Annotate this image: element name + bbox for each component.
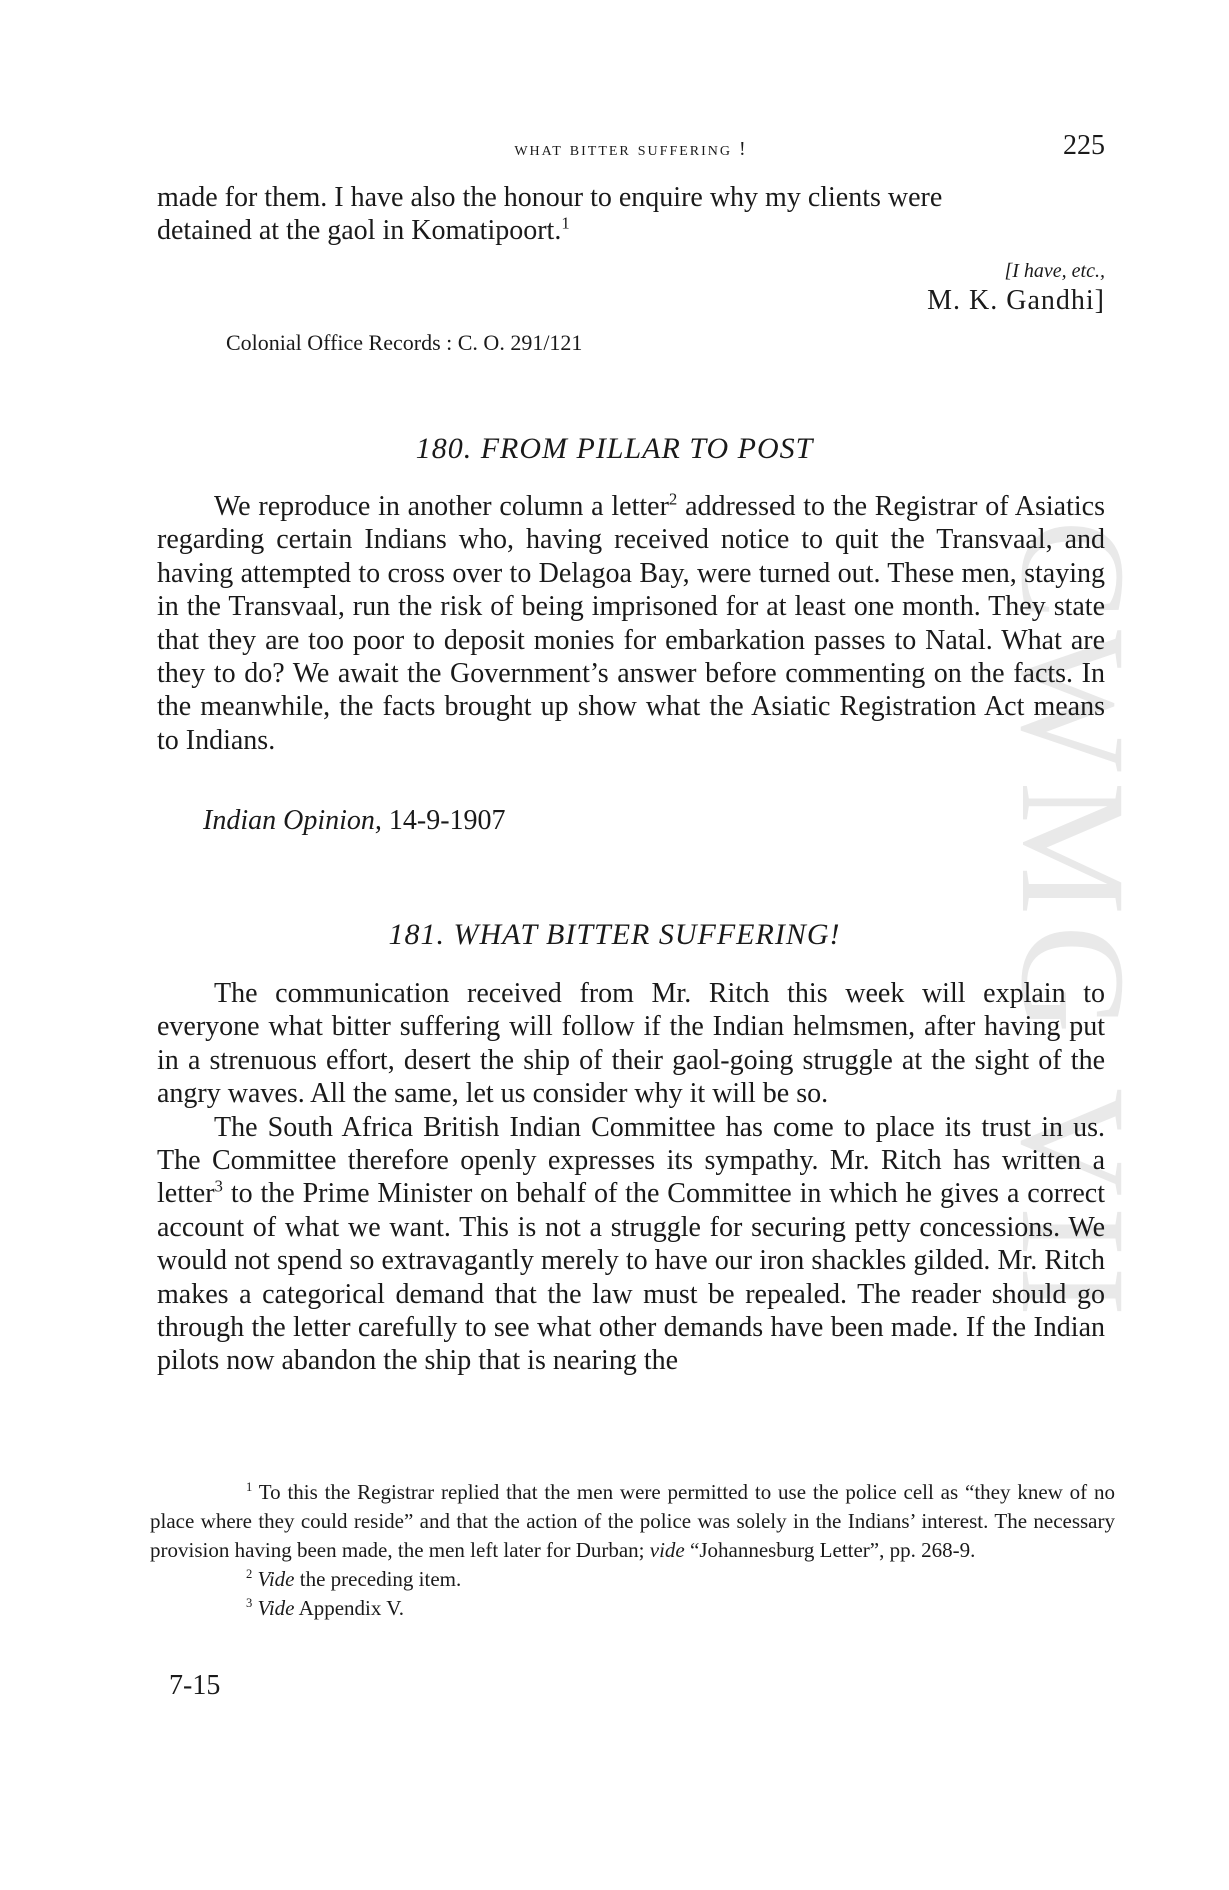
footnote-3 (150, 1594, 1115, 1623)
citation-title: Indian Opinion, (203, 805, 382, 836)
footnote-1 (150, 1478, 1115, 1565)
paragraph (157, 1111, 1105, 1378)
letter-line: made for them. I have also the honour to enquire why my clients were (157, 182, 943, 213)
newspaper-citation (203, 805, 506, 837)
paragraph-text: We reproduce in another column a letter (214, 491, 669, 522)
footnote-number: 3 (246, 1596, 253, 1610)
section-heading-181: 181. WHAT BITTER SUFFERING! (388, 918, 841, 951)
footnote-2 (150, 1565, 1115, 1594)
footnote-text: Appendix V. (294, 1596, 404, 1620)
watermark: CWMG VII (990, 520, 1156, 1327)
letter-line (157, 214, 1105, 247)
footnote-number: 1 (246, 1480, 253, 1494)
footnote-ref: 3 (214, 1177, 223, 1197)
running-head (157, 130, 1105, 166)
footnote-text: the preceding item. (294, 1567, 462, 1591)
footnote-vide: vide (649, 1538, 685, 1562)
page-number: 225 (1063, 130, 1105, 161)
letter-line-text: detained at the gaol in Komatipoort. (157, 215, 562, 247)
letter-signature: M. K. Gandhi] (927, 285, 1105, 316)
signature-mark: 7-15 (169, 1670, 221, 1701)
footnotes (150, 1478, 1115, 1623)
source-citation: Colonial Office Records : C. O. 291/121 (226, 330, 583, 355)
footnote-vide: Vide (257, 1596, 295, 1620)
paragraph-text: to the Prime Minister on behalf of the Committee in which he gives a correct account of what we want. This is not a struggle for securing petty concessions. We would not spend so extravagantly merely to have our iron shackles gilded. Mr. Ritch makes a categorical demand that the law must be repealed. The reader should go through the letter carefully to see what other demands have been made. If the Indian pilots now abandon the ship that is nearing the (157, 1178, 1105, 1377)
citation-date: 14-9-1907 (388, 805, 506, 836)
paragraph-text: The South Africa British Indian Committee has come to place its trust in us. The Committee therefore openly expresses its sympathy. Mr. Ritch has written a letter (157, 1111, 1105, 1210)
paragraph: The communication received from Mr. Ritch this week will explain to everyone what bitter suffering will follow if the Indian helmsmen, after having put in a strenuous effort, desert the ship of their gaol-going struggle at the sight of the angry waves. All the same, let us consider why it will be so. (157, 978, 1105, 1110)
footnote-text: To this the Registrar replied that the men were permitted to use the police cell as “they knew of no place where they could reside” and that the action of the police was solely in the Indians’ interest. The necessary provision having been made, the men left later for Durban; (150, 1480, 1115, 1562)
footnote-number: 2 (246, 1567, 253, 1581)
section-heading-180: 180. FROM PILLAR TO POST (415, 432, 814, 465)
letter-closing: [I have, etc., (1004, 260, 1105, 282)
footnote-vide: Vide (257, 1567, 295, 1591)
paragraph (157, 490, 1105, 757)
footnote-ref: 1 (561, 214, 570, 234)
letter-end-text (157, 181, 1105, 248)
section-181-body (157, 977, 1105, 1378)
paragraph-text: addressed to the Registrar of Asiatics regarding certain Indians who, having received notice to quit the Transvaal, and having attempted to cross over to Delagoa Bay, were turned out. These men, staying in the Transvaal, run the risk of being imprisoned for at least one month. They state that they are too poor to deposit monies for embarkation passes to Natal. What are they to do? We await the Government’s answer before commenting on the facts. In the meanwhile, the facts brought up show what the Asiatic Registration Act means to Indians. (157, 491, 1105, 756)
footnote-ref: 2 (668, 489, 678, 509)
footnote-text: “Johannesburg Letter”, pp. 268-9. (684, 1538, 976, 1562)
running-title: what bitter suffering ! (514, 138, 748, 160)
section-180-body (157, 490, 1105, 757)
